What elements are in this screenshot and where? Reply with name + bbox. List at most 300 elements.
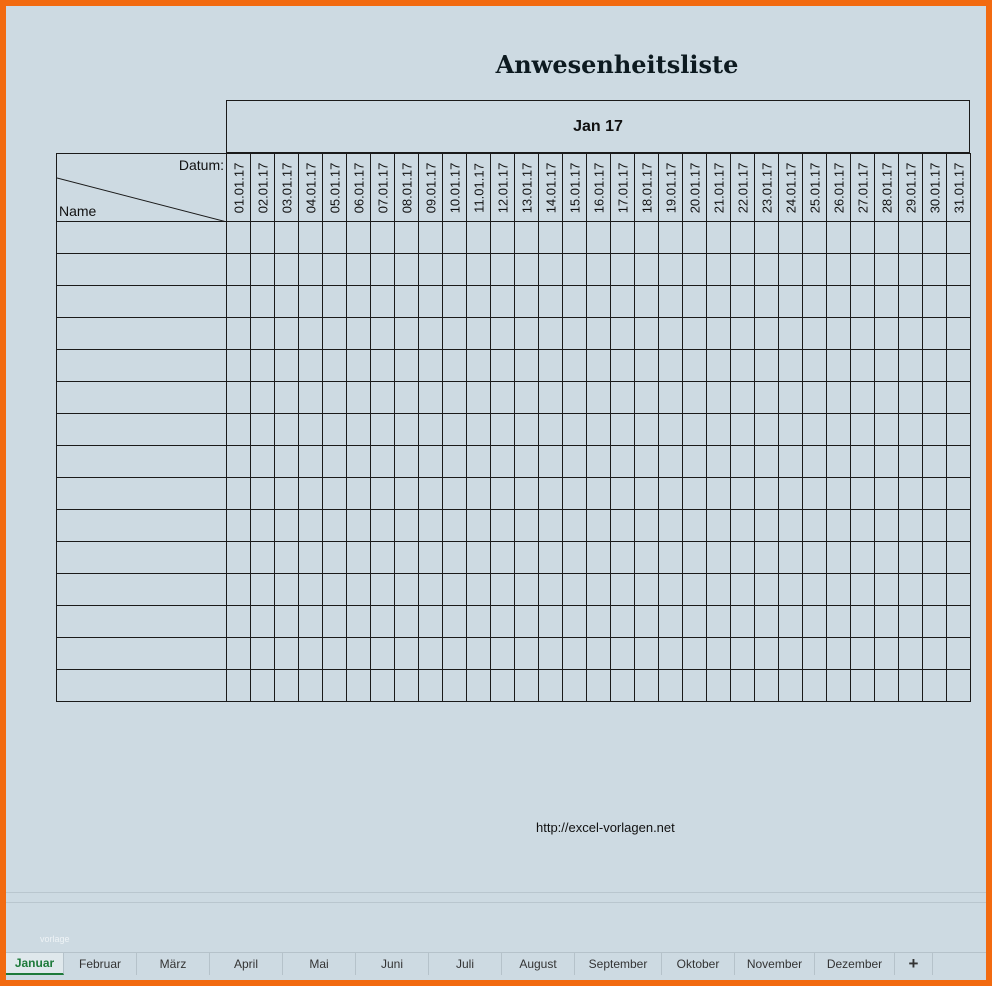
attendance-cell[interactable] (563, 318, 587, 350)
attendance-cell[interactable] (347, 574, 371, 606)
attendance-cell[interactable] (659, 510, 683, 542)
attendance-cell[interactable] (419, 222, 443, 254)
attendance-cell[interactable] (611, 510, 635, 542)
attendance-cell[interactable] (827, 350, 851, 382)
attendance-cell[interactable] (923, 286, 947, 318)
attendance-cell[interactable] (923, 382, 947, 414)
attendance-cell[interactable] (659, 222, 683, 254)
attendance-cell[interactable] (875, 446, 899, 478)
attendance-cell[interactable] (587, 286, 611, 318)
attendance-cell[interactable] (707, 350, 731, 382)
attendance-cell[interactable] (659, 382, 683, 414)
attendance-cell[interactable] (635, 670, 659, 702)
attendance-cell[interactable] (275, 606, 299, 638)
attendance-cell[interactable] (587, 510, 611, 542)
attendance-cell[interactable] (803, 638, 827, 670)
attendance-cell[interactable] (443, 382, 467, 414)
attendance-cell[interactable] (875, 638, 899, 670)
attendance-cell[interactable] (467, 510, 491, 542)
attendance-cell[interactable] (731, 606, 755, 638)
attendance-cell[interactable] (563, 222, 587, 254)
date-header-cell[interactable] (491, 154, 515, 222)
attendance-cell[interactable] (395, 670, 419, 702)
attendance-cell[interactable] (899, 446, 923, 478)
attendance-cell[interactable] (491, 222, 515, 254)
attendance-cell[interactable] (875, 574, 899, 606)
attendance-cell[interactable] (323, 286, 347, 318)
attendance-cell[interactable] (635, 446, 659, 478)
date-header-cell[interactable] (827, 154, 851, 222)
attendance-cell[interactable] (515, 478, 539, 510)
attendance-cell[interactable] (395, 638, 419, 670)
attendance-cell[interactable] (539, 542, 563, 574)
name-cell[interactable] (57, 414, 227, 446)
attendance-cell[interactable] (947, 606, 971, 638)
attendance-cell[interactable] (611, 318, 635, 350)
attendance-cell[interactable] (515, 414, 539, 446)
attendance-cell[interactable] (515, 510, 539, 542)
attendance-cell[interactable] (323, 542, 347, 574)
attendance-cell[interactable] (635, 350, 659, 382)
date-header-cell[interactable] (251, 154, 275, 222)
attendance-cell[interactable] (539, 574, 563, 606)
attendance-cell[interactable] (227, 318, 251, 350)
attendance-cell[interactable] (635, 638, 659, 670)
attendance-cell[interactable] (299, 478, 323, 510)
attendance-cell[interactable] (371, 638, 395, 670)
attendance-cell[interactable] (347, 606, 371, 638)
attendance-cell[interactable] (275, 414, 299, 446)
attendance-cell[interactable] (371, 574, 395, 606)
attendance-cell[interactable] (227, 542, 251, 574)
attendance-cell[interactable] (755, 542, 779, 574)
attendance-cell[interactable] (755, 574, 779, 606)
attendance-cell[interactable] (947, 478, 971, 510)
name-cell[interactable] (57, 606, 227, 638)
attendance-cell[interactable] (899, 286, 923, 318)
attendance-cell[interactable] (443, 318, 467, 350)
attendance-cell[interactable] (755, 670, 779, 702)
attendance-cell[interactable] (227, 350, 251, 382)
attendance-cell[interactable] (419, 318, 443, 350)
date-header-cell[interactable] (587, 154, 611, 222)
name-cell[interactable] (57, 222, 227, 254)
sheet-tab[interactable]: Mai (283, 953, 356, 975)
attendance-cell[interactable] (491, 318, 515, 350)
attendance-cell[interactable] (587, 382, 611, 414)
name-cell[interactable] (57, 350, 227, 382)
attendance-cell[interactable] (779, 286, 803, 318)
attendance-cell[interactable] (275, 478, 299, 510)
attendance-cell[interactable] (563, 286, 587, 318)
attendance-cell[interactable] (611, 638, 635, 670)
attendance-cell[interactable] (251, 510, 275, 542)
sheet-tab[interactable]: Oktober (662, 953, 735, 975)
attendance-cell[interactable] (515, 286, 539, 318)
attendance-cell[interactable] (347, 286, 371, 318)
attendance-cell[interactable] (467, 414, 491, 446)
attendance-cell[interactable] (803, 478, 827, 510)
attendance-cell[interactable] (395, 222, 419, 254)
attendance-cell[interactable] (563, 574, 587, 606)
attendance-cell[interactable] (755, 414, 779, 446)
attendance-cell[interactable] (947, 254, 971, 286)
attendance-cell[interactable] (851, 222, 875, 254)
attendance-cell[interactable] (683, 670, 707, 702)
attendance-cell[interactable] (779, 414, 803, 446)
attendance-cell[interactable] (587, 542, 611, 574)
attendance-cell[interactable] (491, 542, 515, 574)
attendance-cell[interactable] (515, 574, 539, 606)
attendance-cell[interactable] (515, 350, 539, 382)
attendance-cell[interactable] (251, 222, 275, 254)
attendance-cell[interactable] (899, 542, 923, 574)
attendance-cell[interactable] (515, 542, 539, 574)
attendance-cell[interactable] (803, 318, 827, 350)
attendance-cell[interactable] (491, 510, 515, 542)
attendance-cell[interactable] (539, 638, 563, 670)
attendance-cell[interactable] (755, 638, 779, 670)
attendance-cell[interactable] (803, 670, 827, 702)
attendance-cell[interactable] (731, 542, 755, 574)
attendance-cell[interactable] (491, 670, 515, 702)
attendance-cell[interactable] (947, 318, 971, 350)
attendance-cell[interactable] (851, 638, 875, 670)
attendance-cell[interactable] (659, 542, 683, 574)
attendance-cell[interactable] (467, 318, 491, 350)
attendance-cell[interactable] (947, 542, 971, 574)
attendance-cell[interactable] (323, 254, 347, 286)
attendance-cell[interactable] (275, 670, 299, 702)
attendance-cell[interactable] (275, 446, 299, 478)
attendance-cell[interactable] (491, 446, 515, 478)
attendance-cell[interactable] (731, 382, 755, 414)
date-header-cell[interactable] (371, 154, 395, 222)
sheet-tab[interactable]: Juli (429, 953, 502, 975)
attendance-cell[interactable] (563, 382, 587, 414)
attendance-cell[interactable] (707, 318, 731, 350)
attendance-cell[interactable] (227, 446, 251, 478)
attendance-cell[interactable] (467, 222, 491, 254)
attendance-cell[interactable] (611, 574, 635, 606)
attendance-cell[interactable] (491, 286, 515, 318)
month-header[interactable] (226, 100, 970, 153)
attendance-cell[interactable] (779, 318, 803, 350)
attendance-cell[interactable] (347, 478, 371, 510)
attendance-cell[interactable] (755, 286, 779, 318)
attendance-cell[interactable] (299, 670, 323, 702)
attendance-cell[interactable] (299, 318, 323, 350)
attendance-cell[interactable] (467, 254, 491, 286)
attendance-cell[interactable] (731, 254, 755, 286)
date-header-cell[interactable] (779, 154, 803, 222)
attendance-cell[interactable] (635, 286, 659, 318)
attendance-cell[interactable] (347, 638, 371, 670)
attendance-cell[interactable] (371, 286, 395, 318)
attendance-cell[interactable] (875, 510, 899, 542)
attendance-cell[interactable] (515, 254, 539, 286)
attendance-cell[interactable] (491, 382, 515, 414)
attendance-cell[interactable] (395, 286, 419, 318)
attendance-cell[interactable] (851, 318, 875, 350)
attendance-cell[interactable] (347, 318, 371, 350)
attendance-cell[interactable] (779, 510, 803, 542)
attendance-cell[interactable] (827, 510, 851, 542)
attendance-cell[interactable] (923, 670, 947, 702)
date-header-cell[interactable] (611, 154, 635, 222)
attendance-cell[interactable] (755, 606, 779, 638)
attendance-cell[interactable] (275, 286, 299, 318)
attendance-cell[interactable] (923, 606, 947, 638)
attendance-cell[interactable] (299, 446, 323, 478)
attendance-cell[interactable] (395, 478, 419, 510)
attendance-cell[interactable] (611, 254, 635, 286)
attendance-cell[interactable] (755, 478, 779, 510)
attendance-cell[interactable] (803, 286, 827, 318)
attendance-cell[interactable] (851, 350, 875, 382)
attendance-cell[interactable] (467, 606, 491, 638)
attendance-cell[interactable] (875, 414, 899, 446)
attendance-cell[interactable] (683, 286, 707, 318)
attendance-cell[interactable] (563, 350, 587, 382)
attendance-cell[interactable] (395, 382, 419, 414)
attendance-cell[interactable] (827, 222, 851, 254)
attendance-cell[interactable] (827, 606, 851, 638)
date-header-cell[interactable] (443, 154, 467, 222)
attendance-cell[interactable] (707, 606, 731, 638)
name-cell[interactable] (57, 446, 227, 478)
attendance-cell[interactable] (299, 286, 323, 318)
attendance-cell[interactable] (611, 382, 635, 414)
attendance-cell[interactable] (443, 446, 467, 478)
name-cell[interactable] (57, 478, 227, 510)
attendance-cell[interactable] (683, 478, 707, 510)
attendance-cell[interactable] (323, 414, 347, 446)
date-header-cell[interactable] (539, 154, 563, 222)
attendance-cell[interactable] (875, 542, 899, 574)
attendance-cell[interactable] (899, 510, 923, 542)
attendance-cell[interactable] (851, 542, 875, 574)
attendance-cell[interactable] (395, 446, 419, 478)
attendance-cell[interactable] (299, 382, 323, 414)
attendance-cell[interactable] (731, 286, 755, 318)
attendance-cell[interactable] (755, 382, 779, 414)
attendance-cell[interactable] (803, 446, 827, 478)
attendance-cell[interactable] (707, 670, 731, 702)
attendance-cell[interactable] (227, 254, 251, 286)
attendance-cell[interactable] (539, 478, 563, 510)
attendance-cell[interactable] (731, 414, 755, 446)
attendance-cell[interactable] (827, 542, 851, 574)
attendance-cell[interactable] (563, 670, 587, 702)
attendance-cell[interactable] (299, 638, 323, 670)
attendance-cell[interactable] (419, 670, 443, 702)
attendance-cell[interactable] (227, 478, 251, 510)
attendance-cell[interactable] (875, 222, 899, 254)
attendance-cell[interactable] (731, 574, 755, 606)
attendance-cell[interactable] (227, 414, 251, 446)
attendance-cell[interactable] (611, 350, 635, 382)
attendance-cell[interactable] (371, 606, 395, 638)
attendance-cell[interactable] (755, 318, 779, 350)
attendance-cell[interactable] (707, 382, 731, 414)
attendance-cell[interactable] (779, 478, 803, 510)
sheet-tab[interactable]: Februar (64, 953, 137, 975)
attendance-cell[interactable] (635, 478, 659, 510)
attendance-cell[interactable] (539, 318, 563, 350)
sheet-tab[interactable]: Dezember (815, 953, 895, 975)
attendance-cell[interactable] (347, 350, 371, 382)
attendance-cell[interactable] (443, 670, 467, 702)
attendance-cell[interactable] (899, 670, 923, 702)
attendance-cell[interactable] (323, 478, 347, 510)
attendance-cell[interactable] (347, 510, 371, 542)
attendance-cell[interactable] (467, 446, 491, 478)
attendance-cell[interactable] (635, 318, 659, 350)
attendance-cell[interactable] (491, 414, 515, 446)
attendance-cell[interactable] (275, 382, 299, 414)
date-header-cell[interactable] (395, 154, 419, 222)
attendance-cell[interactable] (923, 574, 947, 606)
attendance-cell[interactable] (419, 510, 443, 542)
attendance-cell[interactable] (611, 286, 635, 318)
attendance-cell[interactable] (779, 542, 803, 574)
attendance-cell[interactable] (611, 478, 635, 510)
attendance-cell[interactable] (443, 606, 467, 638)
attendance-cell[interactable] (371, 510, 395, 542)
attendance-cell[interactable] (947, 382, 971, 414)
attendance-cell[interactable] (323, 606, 347, 638)
attendance-cell[interactable] (707, 254, 731, 286)
attendance-cell[interactable] (275, 542, 299, 574)
attendance-cell[interactable] (803, 510, 827, 542)
date-header-cell[interactable] (683, 154, 707, 222)
attendance-cell[interactable] (587, 414, 611, 446)
attendance-cell[interactable] (659, 350, 683, 382)
attendance-cell[interactable] (395, 254, 419, 286)
attendance-cell[interactable] (779, 670, 803, 702)
attendance-cell[interactable] (923, 222, 947, 254)
attendance-cell[interactable] (515, 382, 539, 414)
attendance-cell[interactable] (491, 478, 515, 510)
date-header-cell[interactable] (755, 154, 779, 222)
attendance-cell[interactable] (419, 606, 443, 638)
attendance-cell[interactable] (803, 414, 827, 446)
attendance-cell[interactable] (707, 414, 731, 446)
attendance-cell[interactable] (611, 414, 635, 446)
attendance-cell[interactable] (539, 670, 563, 702)
attendance-cell[interactable] (851, 382, 875, 414)
attendance-cell[interactable] (587, 446, 611, 478)
attendance-cell[interactable] (323, 638, 347, 670)
date-header-cell[interactable] (227, 154, 251, 222)
attendance-cell[interactable] (323, 446, 347, 478)
attendance-cell[interactable] (251, 542, 275, 574)
attendance-cell[interactable] (875, 382, 899, 414)
attendance-cell[interactable] (947, 286, 971, 318)
attendance-cell[interactable] (947, 510, 971, 542)
name-cell[interactable] (57, 254, 227, 286)
attendance-cell[interactable] (299, 222, 323, 254)
attendance-cell[interactable] (443, 222, 467, 254)
attendance-cell[interactable] (251, 446, 275, 478)
attendance-cell[interactable] (467, 638, 491, 670)
attendance-cell[interactable] (227, 606, 251, 638)
attendance-cell[interactable] (851, 254, 875, 286)
attendance-cell[interactable] (467, 542, 491, 574)
attendance-cell[interactable] (395, 542, 419, 574)
attendance-cell[interactable] (347, 254, 371, 286)
attendance-cell[interactable] (275, 574, 299, 606)
attendance-cell[interactable] (635, 222, 659, 254)
attendance-cell[interactable] (611, 606, 635, 638)
attendance-cell[interactable] (299, 414, 323, 446)
attendance-cell[interactable] (443, 542, 467, 574)
attendance-cell[interactable] (611, 222, 635, 254)
attendance-cell[interactable] (251, 382, 275, 414)
date-header-cell[interactable] (563, 154, 587, 222)
attendance-cell[interactable] (731, 510, 755, 542)
attendance-cell[interactable] (395, 318, 419, 350)
attendance-cell[interactable] (587, 574, 611, 606)
attendance-cell[interactable] (731, 318, 755, 350)
attendance-cell[interactable] (347, 670, 371, 702)
attendance-cell[interactable] (899, 350, 923, 382)
attendance-cell[interactable] (755, 254, 779, 286)
attendance-cell[interactable] (851, 510, 875, 542)
attendance-cell[interactable] (851, 414, 875, 446)
attendance-cell[interactable] (275, 254, 299, 286)
attendance-cell[interactable] (395, 350, 419, 382)
attendance-cell[interactable] (419, 382, 443, 414)
attendance-cell[interactable] (323, 670, 347, 702)
date-header-cell[interactable] (347, 154, 371, 222)
attendance-cell[interactable] (779, 254, 803, 286)
attendance-cell[interactable] (323, 318, 347, 350)
date-header-cell[interactable] (803, 154, 827, 222)
attendance-cell[interactable] (683, 350, 707, 382)
attendance-cell[interactable] (323, 574, 347, 606)
attendance-cell[interactable] (611, 670, 635, 702)
date-header-cell[interactable] (515, 154, 539, 222)
attendance-cell[interactable] (659, 414, 683, 446)
attendance-cell[interactable] (515, 670, 539, 702)
date-header-cell[interactable] (923, 154, 947, 222)
attendance-cell[interactable] (923, 638, 947, 670)
attendance-cell[interactable] (755, 222, 779, 254)
sheet-tab[interactable]: April (210, 953, 283, 975)
attendance-cell[interactable] (419, 574, 443, 606)
attendance-cell[interactable] (875, 254, 899, 286)
attendance-cell[interactable] (323, 510, 347, 542)
attendance-cell[interactable] (563, 254, 587, 286)
attendance-cell[interactable] (899, 574, 923, 606)
attendance-cell[interactable] (563, 542, 587, 574)
attendance-cell[interactable] (371, 446, 395, 478)
attendance-cell[interactable] (227, 574, 251, 606)
attendance-cell[interactable] (779, 606, 803, 638)
attendance-cell[interactable] (419, 542, 443, 574)
attendance-cell[interactable] (659, 574, 683, 606)
attendance-cell[interactable] (851, 670, 875, 702)
attendance-cell[interactable] (707, 574, 731, 606)
attendance-cell[interactable] (251, 350, 275, 382)
attendance-cell[interactable] (683, 446, 707, 478)
attendance-cell[interactable] (275, 350, 299, 382)
attendance-cell[interactable] (923, 254, 947, 286)
attendance-cell[interactable] (539, 510, 563, 542)
attendance-cell[interactable] (947, 670, 971, 702)
